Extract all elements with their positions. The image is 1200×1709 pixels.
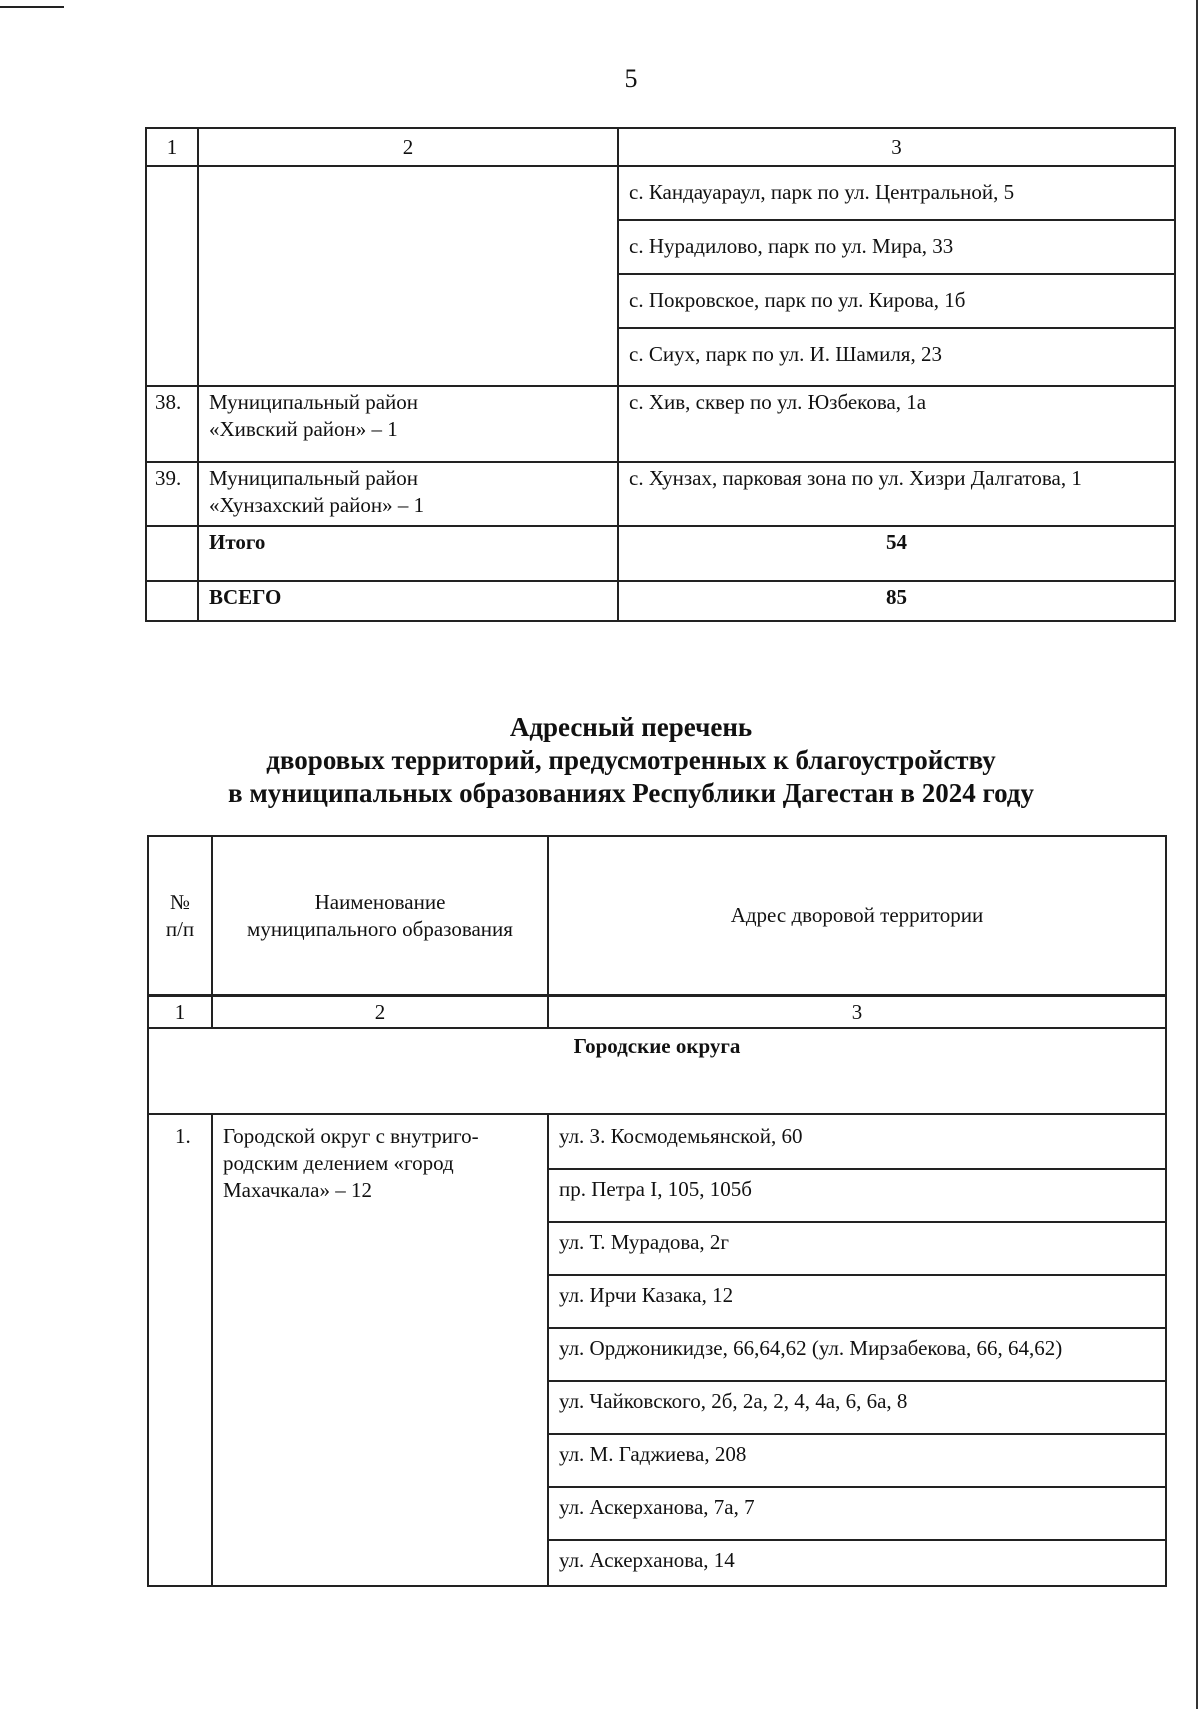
col-index-3: 3 <box>548 996 1166 1029</box>
header-num <box>148 836 212 996</box>
header-name-line: муниципального образования <box>247 916 513 941</box>
municipality-name-line: «Хивский район» – 1 <box>209 417 398 441</box>
document-title <box>0 711 1200 810</box>
address-cell: ул. Орджоникидзе, 66,64,62 (ул. Мирзабекова, 66, 64,62) <box>548 1328 1166 1381</box>
header-address: Адрес дворовой территории <box>548 836 1166 996</box>
col-index-3: 3 <box>618 128 1175 166</box>
scan-artifact-top-left <box>0 6 64 8</box>
table-row <box>146 462 1175 526</box>
title-line: дворовых территорий, предусмотренных к благоустройству <box>266 745 996 775</box>
title-line: в муниципальных образованиях Республики Дагестан в 2024 году <box>228 778 1034 808</box>
address-cell: с. Сиух, парк по ул. И. Шамиля, 23 <box>618 328 1175 386</box>
address-cell: ул. Чайковского, 2б, 2а, 2, 4, 4а, 6, 6а, 8 <box>548 1381 1166 1434</box>
municipality-name-line: Муниципальный район <box>209 466 419 490</box>
municipality-name <box>212 1114 548 1586</box>
col-index-1: 1 <box>148 996 212 1029</box>
municipality-name <box>198 386 618 462</box>
address-cell: ул. Аскерханова, 14 <box>548 1540 1166 1586</box>
scan-artifact-right <box>1196 0 1198 1709</box>
municipality-name-line: Муниципальный район <box>209 390 419 414</box>
municipality-name <box>198 462 618 526</box>
num-cell-empty <box>146 166 198 386</box>
header-num-line: № <box>169 889 191 914</box>
col-index-1: 1 <box>146 128 198 166</box>
table-row <box>148 1114 1166 1169</box>
address-cell: с. Нурадилово, парк по ул. Мира, 33 <box>618 220 1175 274</box>
courtyards-table <box>147 835 1167 1587</box>
address-cell: ул. Аскерханова, 7а, 7 <box>548 1487 1166 1540</box>
parks-table-continued <box>145 127 1176 622</box>
column-index-row <box>148 996 1166 1029</box>
column-index-row <box>146 128 1175 166</box>
municipality-name-line: родским делением «город <box>223 1151 454 1175</box>
section-row <box>148 1028 1166 1114</box>
col-index-2: 2 <box>198 128 618 166</box>
subtotal-label: Итого <box>198 526 618 581</box>
section-heading: Городские округа <box>148 1028 1166 1114</box>
header-name <box>212 836 548 996</box>
table-row <box>146 386 1175 462</box>
header-name-line: Наименование <box>314 889 446 914</box>
header-row <box>148 836 1166 996</box>
table-row <box>146 166 1175 220</box>
page-number: 5 <box>624 64 638 93</box>
address-cell: с. Кандауараул, парк по ул. Центральной, 5 <box>618 166 1175 220</box>
row-number: 1. <box>148 1114 212 1586</box>
empty-cell <box>146 526 198 581</box>
subtotal-row <box>146 526 1175 581</box>
empty-cell <box>146 581 198 621</box>
address-cell: ул. Т. Мурадова, 2г <box>548 1222 1166 1275</box>
col-index-2: 2 <box>212 996 548 1029</box>
address-cell: с. Покровское, парк по ул. Кирова, 1б <box>618 274 1175 328</box>
address-cell: ул. З. Космодемьянской, 60 <box>548 1114 1166 1169</box>
total-row <box>146 581 1175 621</box>
subtotal-value: 54 <box>618 526 1175 581</box>
total-value: 85 <box>618 581 1175 621</box>
title-line: Адресный перечень <box>509 712 753 742</box>
address-cell: с. Хунзах, парковая зона по ул. Хизри Далгатова, 1 <box>618 462 1175 526</box>
address-cell: ул. М. Гаджиева, 208 <box>548 1434 1166 1487</box>
address-cell: ул. Ирчи Казака, 12 <box>548 1275 1166 1328</box>
name-cell-empty <box>198 166 618 386</box>
address-cell: пр. Петра I, 105, 105б <box>548 1169 1166 1222</box>
row-number: 39. <box>146 462 198 526</box>
address-cell: с. Хив, сквер по ул. Юзбекова, 1а <box>618 386 1175 462</box>
municipality-name-line: «Хунзахский район» – 1 <box>209 493 425 517</box>
row-number: 38. <box>146 386 198 462</box>
header-num-line: п/п <box>165 916 195 941</box>
municipality-name-line: Городской округ с внутриго- <box>223 1124 479 1148</box>
municipality-name-line: Махачкала» – 12 <box>223 1178 372 1202</box>
total-label: ВСЕГО <box>198 581 618 621</box>
